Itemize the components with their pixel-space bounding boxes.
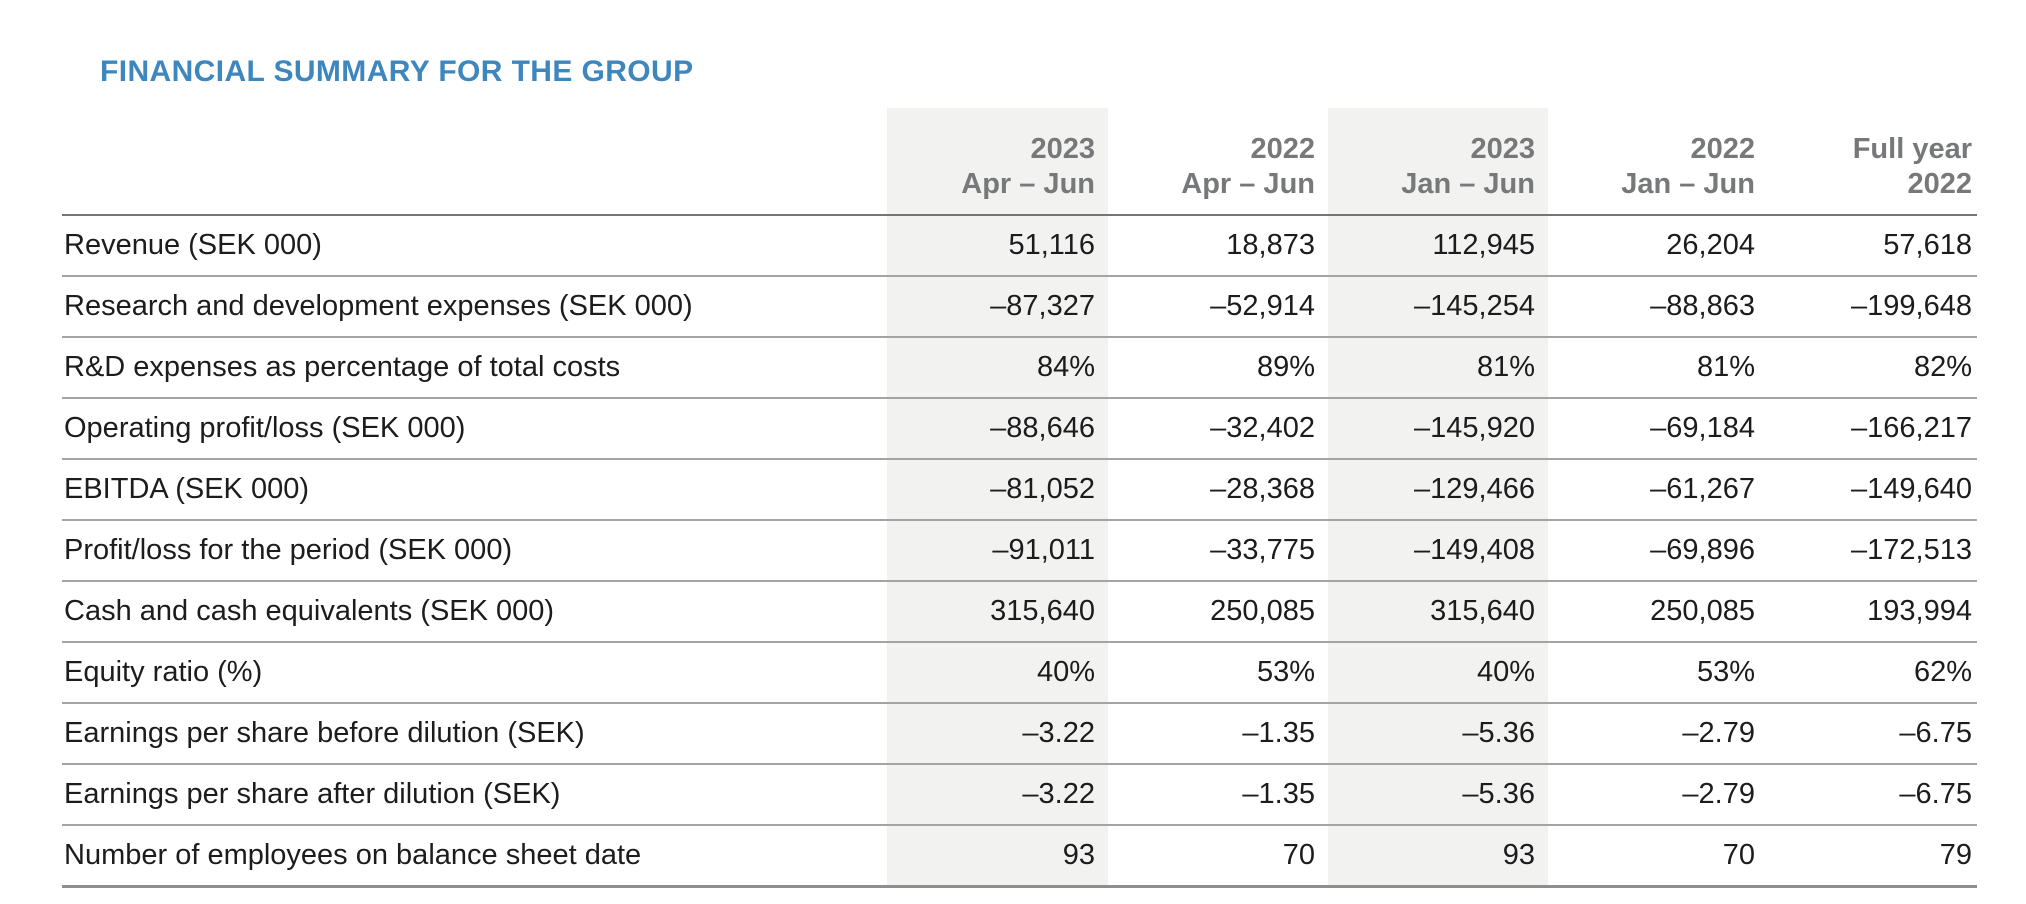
cell-value: 81% xyxy=(1548,337,1768,398)
cell-value: 81% xyxy=(1328,337,1548,398)
cell-value: –199,648 xyxy=(1768,276,1977,337)
cell-value: 18,873 xyxy=(1108,215,1328,276)
cell-value: –87,327 xyxy=(887,276,1108,337)
row-label: Cash and cash equivalents (SEK 000) xyxy=(62,581,887,642)
cell-value: –2.79 xyxy=(1548,764,1768,825)
cell-value: 315,640 xyxy=(1328,581,1548,642)
cell-value: 70 xyxy=(1548,825,1768,887)
cell-value: –32,402 xyxy=(1108,398,1328,459)
cell-value: 79 xyxy=(1768,825,1977,887)
cell-value: –149,640 xyxy=(1768,459,1977,520)
cell-value: –149,408 xyxy=(1328,520,1548,581)
cell-value: 53% xyxy=(1548,642,1768,703)
cell-value: 84% xyxy=(887,337,1108,398)
table-row xyxy=(62,337,1977,398)
table-header xyxy=(62,108,1977,215)
cell-value: 62% xyxy=(1768,642,1977,703)
cell-value: 53% xyxy=(1108,642,1328,703)
cell-value: 40% xyxy=(1328,642,1548,703)
cell-value: –166,217 xyxy=(1768,398,1977,459)
row-label: Equity ratio (%) xyxy=(62,642,887,703)
cell-value: –52,914 xyxy=(1108,276,1328,337)
cell-value: –81,052 xyxy=(887,459,1108,520)
row-label: R&D expenses as percentage of total costs xyxy=(62,337,887,398)
column-header-5 xyxy=(1768,108,1977,215)
cell-value: –69,184 xyxy=(1548,398,1768,459)
cell-value: –6.75 xyxy=(1768,703,1977,764)
row-label: Revenue (SEK 000) xyxy=(62,215,887,276)
column-header-2 xyxy=(1108,108,1328,215)
table-row xyxy=(62,520,1977,581)
cell-value: 82% xyxy=(1768,337,1977,398)
column-header-period: Apr – Jun xyxy=(1181,168,1315,200)
column-header-period: Jan – Jun xyxy=(1401,168,1535,200)
cell-value: 40% xyxy=(887,642,1108,703)
cell-value: –5.36 xyxy=(1328,703,1548,764)
table-row xyxy=(62,459,1977,520)
column-header-year: 2023 xyxy=(1030,133,1095,165)
table-row xyxy=(62,642,1977,703)
table-body xyxy=(62,215,1977,887)
cell-value: –88,646 xyxy=(887,398,1108,459)
table-row xyxy=(62,398,1977,459)
column-header-period: Jan – Jun xyxy=(1621,168,1755,200)
cell-value: –3.22 xyxy=(887,764,1108,825)
cell-value: 51,116 xyxy=(887,215,1108,276)
cell-value: –145,254 xyxy=(1328,276,1548,337)
cell-value: –3.22 xyxy=(887,703,1108,764)
row-label: Number of employees on balance sheet date xyxy=(62,825,887,887)
cell-value: 250,085 xyxy=(1108,581,1328,642)
cell-value: 250,085 xyxy=(1548,581,1768,642)
table-row xyxy=(62,581,1977,642)
row-label: Operating profit/loss (SEK 000) xyxy=(62,398,887,459)
cell-value: –145,920 xyxy=(1328,398,1548,459)
cell-value: –172,513 xyxy=(1768,520,1977,581)
row-label: Earnings per share before dilution (SEK) xyxy=(62,703,887,764)
cell-value: –91,011 xyxy=(887,520,1108,581)
cell-value: –2.79 xyxy=(1548,703,1768,764)
table-row xyxy=(62,764,1977,825)
page-title: FINANCIAL SUMMARY FOR THE GROUP xyxy=(100,55,694,88)
column-header-year: 2023 xyxy=(1470,133,1535,165)
cell-value: 89% xyxy=(1108,337,1328,398)
cell-value: –1.35 xyxy=(1108,703,1328,764)
column-header-4 xyxy=(1548,108,1768,215)
header-row xyxy=(62,108,1977,215)
row-label: Earnings per share after dilution (SEK) xyxy=(62,764,887,825)
cell-value: 112,945 xyxy=(1328,215,1548,276)
cell-value: –33,775 xyxy=(1108,520,1328,581)
column-header-period: 2022 xyxy=(1907,168,1972,200)
row-label: Profit/loss for the period (SEK 000) xyxy=(62,520,887,581)
table-row xyxy=(62,825,1977,887)
cell-value: 26,204 xyxy=(1548,215,1768,276)
row-label: Research and development expenses (SEK 000) xyxy=(62,276,887,337)
table-row xyxy=(62,276,1977,337)
cell-value: –129,466 xyxy=(1328,459,1548,520)
table-row xyxy=(62,215,1977,276)
cell-value: –28,368 xyxy=(1108,459,1328,520)
row-label: EBITDA (SEK 000) xyxy=(62,459,887,520)
column-header-year: Full year xyxy=(1852,133,1972,165)
cell-value: 193,994 xyxy=(1768,581,1977,642)
cell-value: –6.75 xyxy=(1768,764,1977,825)
table-row xyxy=(62,703,1977,764)
cell-value: –69,896 xyxy=(1548,520,1768,581)
cell-value: –88,863 xyxy=(1548,276,1768,337)
cell-value: –61,267 xyxy=(1548,459,1768,520)
header-label-spacer xyxy=(62,108,887,215)
financial-summary-table xyxy=(62,108,1977,888)
cell-value: 70 xyxy=(1108,825,1328,887)
cell-value: 57,618 xyxy=(1768,215,1977,276)
cell-value: –5.36 xyxy=(1328,764,1548,825)
column-header-year: 2022 xyxy=(1250,133,1315,165)
column-header-3 xyxy=(1328,108,1548,215)
cell-value: 93 xyxy=(887,825,1108,887)
column-header-year: 2022 xyxy=(1690,133,1755,165)
cell-value: 315,640 xyxy=(887,581,1108,642)
column-header-period: Apr – Jun xyxy=(961,168,1095,200)
cell-value: –1.35 xyxy=(1108,764,1328,825)
cell-value: 93 xyxy=(1328,825,1548,887)
column-header-1 xyxy=(887,108,1108,215)
